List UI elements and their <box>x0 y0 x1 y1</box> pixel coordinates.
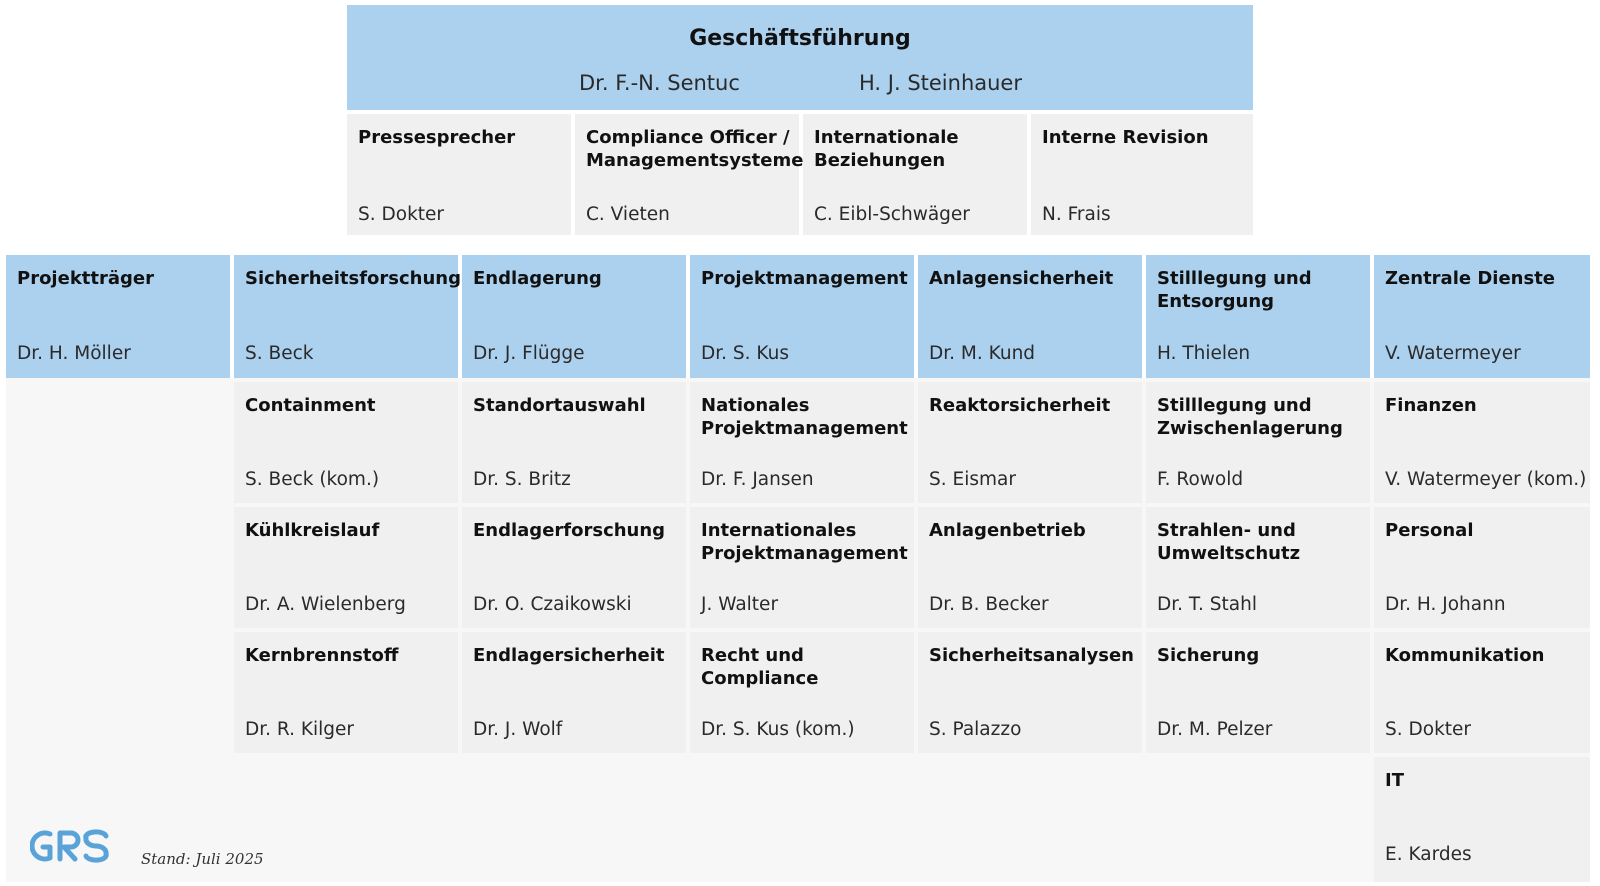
unit-title: Kernbrennstoff <box>245 645 399 666</box>
unit-head-name: S. Palazzo <box>929 719 1022 740</box>
staff-title: Pressesprecher <box>358 127 516 148</box>
unit-box <box>1374 507 1590 628</box>
unit-box <box>234 382 458 503</box>
division-header-zentrale-dienste <box>1374 255 1590 378</box>
division-title: Projektträger <box>17 268 154 289</box>
unit-box <box>462 507 686 628</box>
staff-box-international <box>803 114 1027 235</box>
unit-box <box>918 382 1142 503</box>
division-title: Zentrale Dienste <box>1385 268 1556 289</box>
unit-head-name: Dr. M. Pelzer <box>1157 719 1273 740</box>
unit-box <box>1374 757 1590 882</box>
unit-title: Finanzen <box>1385 395 1477 416</box>
unit-title: Anlagenbetrieb <box>929 520 1086 541</box>
unit-box <box>918 507 1142 628</box>
unit-head-name: S. Beck (kom.) <box>245 469 380 490</box>
unit-head-name: Dr. B. Becker <box>929 594 1049 615</box>
unit-head-name: J. Walter <box>701 594 779 615</box>
unit-head-name: Dr. H. Johann <box>1385 594 1506 615</box>
unit-box <box>1146 382 1370 503</box>
unit-box <box>1374 382 1590 503</box>
staff-name: C. Eibl-Schwäger <box>814 204 970 225</box>
unit-title: Stilllegung und Zwischenlagerung <box>1157 395 1343 439</box>
unit-box <box>690 382 914 503</box>
division-head-name: Dr. M. Kund <box>929 343 1036 364</box>
unit-head-name: Dr. S. Kus (kom.) <box>701 719 855 740</box>
unit-title: Strahlen- und Umweltschutz <box>1157 520 1301 564</box>
unit-title: Kommunikation <box>1385 645 1545 666</box>
division-head-name: Dr. J. Flügge <box>473 343 585 364</box>
staff-name: C. Vieten <box>586 204 670 225</box>
unit-box <box>1146 632 1370 753</box>
unit-head-name: S. Eismar <box>929 469 1016 490</box>
unit-head-name: Dr. J. Wolf <box>473 719 563 740</box>
division-head-name: Dr. S. Kus <box>701 343 789 364</box>
staff-title: Internationale Beziehungen <box>814 127 959 171</box>
staff-title: Interne Revision <box>1042 127 1209 148</box>
unit-box <box>1374 632 1590 753</box>
division-header-endlagerung <box>462 255 686 378</box>
division-title: Stilllegung und Entsorgung <box>1157 268 1312 312</box>
unit-head-name: Dr. R. Kilger <box>245 719 355 740</box>
division-header-projekttraeger <box>6 255 230 378</box>
unit-box <box>690 632 914 753</box>
unit-box <box>234 507 458 628</box>
division-header-stilllegung <box>1146 255 1370 378</box>
unit-title: Standortauswahl <box>473 395 646 416</box>
unit-title: Recht und Compliance <box>701 645 819 689</box>
unit-title: Endlagersicherheit <box>473 645 665 666</box>
division-head-name: V. Watermeyer <box>1385 343 1521 364</box>
division-head-name: H. Thielen <box>1157 343 1251 364</box>
division-title: Anlagensicherheit <box>929 268 1114 289</box>
management-title: Geschäftsführung <box>689 26 911 51</box>
unit-box <box>234 632 458 753</box>
management-box <box>347 5 1253 110</box>
unit-head-name: V. Watermeyer (kom.) <box>1385 469 1587 490</box>
division-header-anlagensicherheit <box>918 255 1142 378</box>
division-title: Projektmanagement <box>701 268 908 289</box>
unit-head-name: Dr. T. Stahl <box>1157 594 1257 615</box>
unit-box <box>462 382 686 503</box>
unit-head-name: Dr. O. Czaikowski <box>473 594 632 615</box>
unit-title: Nationales Projektmanagement <box>701 395 908 439</box>
unit-box <box>918 632 1142 753</box>
unit-title: Containment <box>245 395 376 416</box>
unit-head-name: Dr. S. Britz <box>473 469 571 490</box>
unit-title: Endlagerforschung <box>473 520 666 541</box>
unit-head-name: Dr. F. Jansen <box>701 469 814 490</box>
staff-box-press <box>347 114 571 235</box>
unit-title: Reaktorsicherheit <box>929 395 1111 416</box>
unit-head-name: E. Kardes <box>1385 844 1472 865</box>
unit-title: Internationales Projektmanagement <box>701 520 908 564</box>
unit-box <box>462 632 686 753</box>
division-header-sicherheitsforschung <box>234 255 461 378</box>
division-head-name: Dr. H. Möller <box>17 343 131 364</box>
division-title: Endlagerung <box>473 268 602 289</box>
staff-box-compliance <box>575 114 804 235</box>
unit-title: Kühlkreislauf <box>245 520 380 541</box>
unit-title: Personal <box>1385 520 1474 541</box>
unit-head-name: Dr. A. Wielenberg <box>245 594 406 615</box>
division-head-name: S. Beck <box>245 343 314 364</box>
unit-head-name: F. Rowold <box>1157 469 1244 490</box>
staff-box-revision <box>1031 114 1253 235</box>
staff-name: S. Dokter <box>358 204 445 225</box>
division-title: Sicherheitsforschung <box>245 268 461 289</box>
management-name-1: Dr. F.-N. Sentuc <box>579 71 740 95</box>
staff-title: Compliance Officer / Managementsysteme <box>586 127 804 171</box>
unit-title: IT <box>1385 770 1404 791</box>
unit-box <box>690 507 914 628</box>
staff-name: N. Frais <box>1042 204 1111 225</box>
unit-title: Sicherung <box>1157 645 1260 666</box>
stand-date: Stand: Juli 2025 <box>141 850 264 868</box>
management-name-2: H. J. Steinhauer <box>859 71 1022 95</box>
division-header-projektmanagement <box>690 255 914 378</box>
unit-title: Sicherheitsanalysen <box>929 645 1134 666</box>
grs-logo <box>30 828 112 864</box>
unit-box <box>1146 507 1370 628</box>
unit-head-name: S. Dokter <box>1385 719 1472 740</box>
